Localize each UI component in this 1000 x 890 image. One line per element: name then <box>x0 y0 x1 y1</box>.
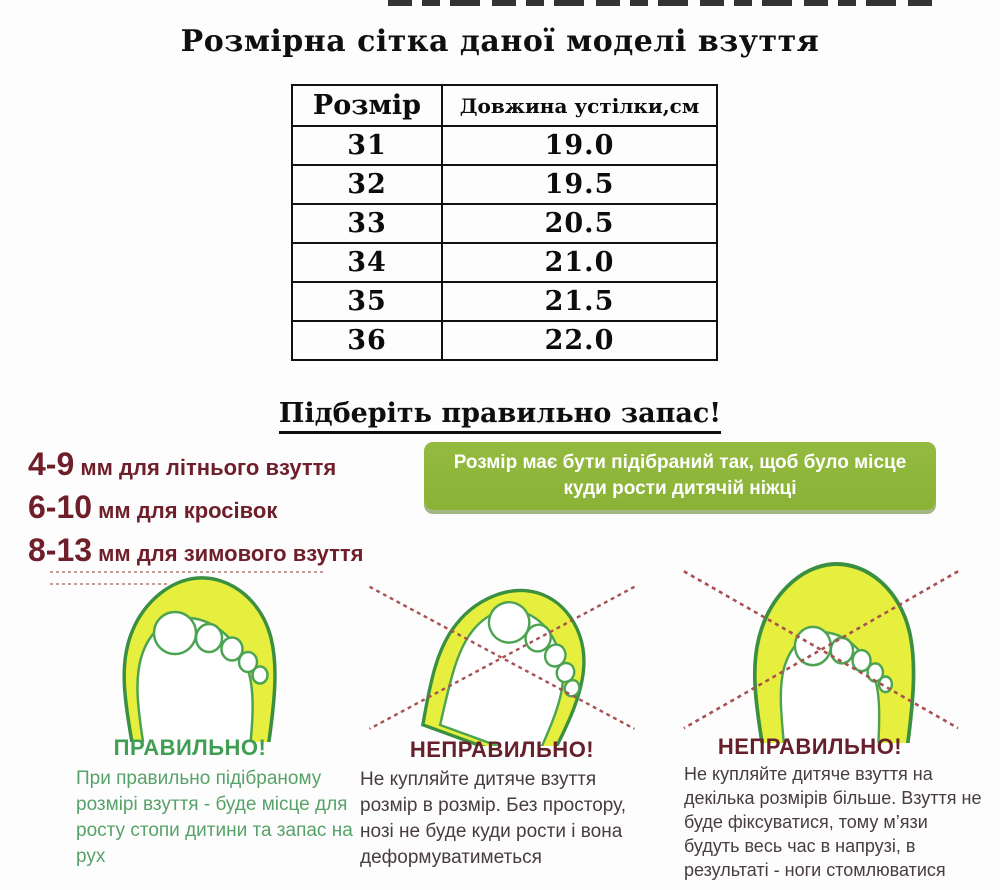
toe <box>253 667 268 684</box>
size-cell: 36 <box>292 321 442 360</box>
toe <box>154 612 196 654</box>
allowance-line-sneakers: 6-10 мм для кросівок <box>28 489 278 525</box>
verdict-incorrect-tight: НЕПРАВИЛЬНО! <box>409 737 595 762</box>
allowance-line-summer: 4-9 мм для літнього взуття <box>28 446 337 482</box>
verdict-correct: ПРАВИЛЬНО! <box>113 735 267 760</box>
size-cell: 33 <box>292 204 442 243</box>
length-cell: 19.5 <box>442 165 717 204</box>
foot-diagram-too-tight <box>358 562 646 746</box>
size-cell: 35 <box>292 282 442 321</box>
toe <box>831 638 853 664</box>
table-row <box>292 282 717 321</box>
growth-note-text: Розмір має бути підібраний так, щоб було місце куди рости дитячій ніжці <box>453 452 907 499</box>
size-cell: 34 <box>292 243 442 282</box>
growth-note-box <box>424 442 936 510</box>
table-row <box>292 204 717 243</box>
length-cell: 21.0 <box>442 243 717 282</box>
size-cell: 31 <box>292 126 442 165</box>
size-cell: 32 <box>292 165 442 204</box>
header-insole-length: Довжина устілки,см <box>442 85 717 126</box>
verdict-incorrect-big: НЕПРАВИЛЬНО! <box>717 734 903 759</box>
allowance-ranges <box>28 446 364 575</box>
description-incorrect-big: Не купляйте дитяче взуття на декілька розмірів більше. Взуття не буде фіксуватися, тому м’язи будуть весь час в напрузі, в результаті - ноги стомлюватися <box>684 764 982 880</box>
length-cell: 21.5 <box>442 282 717 321</box>
allowance-heading: Підберіть правильно запас! <box>0 398 1000 429</box>
header-size: Розмір <box>292 85 442 126</box>
description-incorrect-tight: Не купляйте дитяче взуття розмір в розмір. Без простору, нозі не буде куди рости і вона деформуватиметься <box>360 769 626 868</box>
description-correct: При правильно підібраному розмірі взуття - буде місце для росту стопи дитини та запас на рух <box>76 768 353 867</box>
table-row <box>292 321 717 360</box>
rotated-foot-group <box>415 568 607 746</box>
foot-diagram-correct <box>36 558 340 742</box>
page-title: Розмірна сітка даної моделі взуття <box>180 24 820 59</box>
foot-group <box>434 591 599 746</box>
foot-diagram-too-big <box>672 548 970 743</box>
size-table <box>291 84 718 361</box>
length-cell: 20.5 <box>442 204 717 243</box>
length-cell: 19.0 <box>442 126 717 165</box>
table-row <box>292 165 717 204</box>
allowance-line-winter: 8-13 мм для зимового взуття <box>28 532 364 568</box>
table-row <box>292 243 717 282</box>
cropped-text-remnant <box>388 0 933 6</box>
length-cell: 22.0 <box>442 321 717 360</box>
toe <box>196 624 222 652</box>
table-header-row <box>292 85 717 126</box>
table-row <box>292 126 717 165</box>
